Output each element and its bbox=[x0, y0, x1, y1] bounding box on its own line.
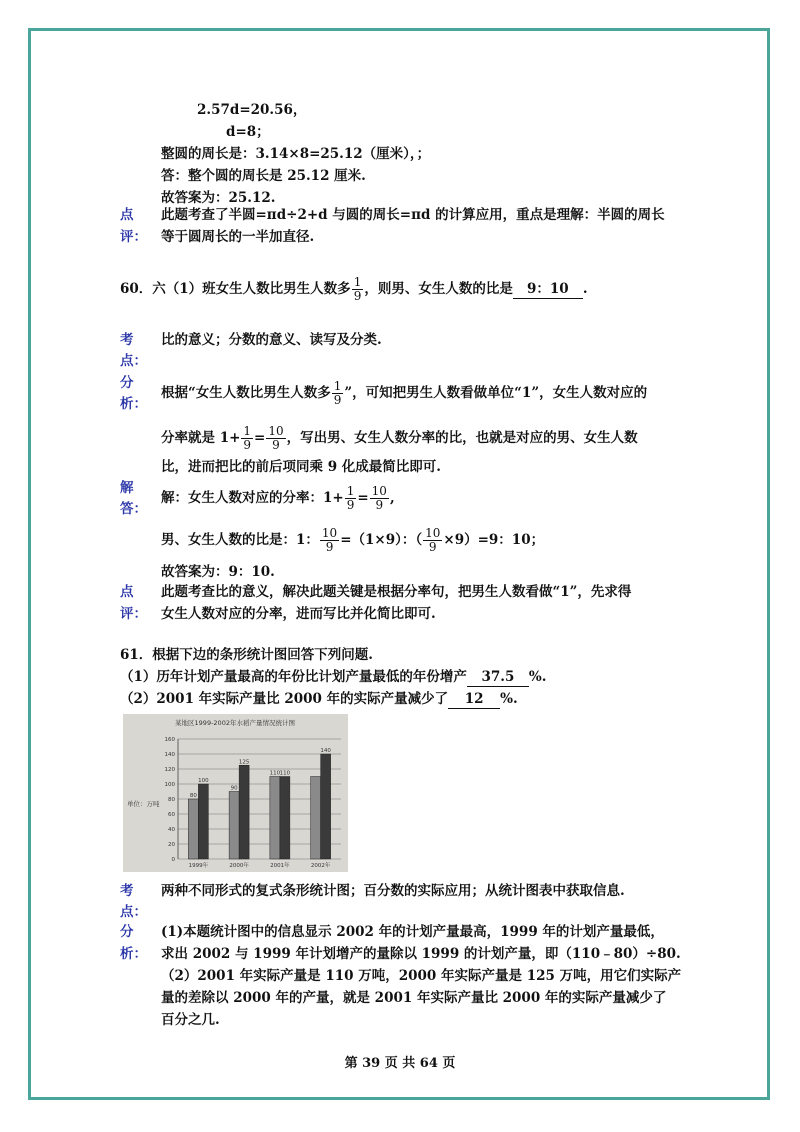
page-number: 第 39 页 共 64 页 bbox=[344, 1056, 456, 1071]
x-tick-label: 2001年 bbox=[270, 863, 290, 869]
final-answer-line: 故答案为：25.12. bbox=[161, 190, 276, 206]
y-tick-label: 80 bbox=[168, 797, 175, 803]
kaodian-label-61-bottom: 点： bbox=[120, 904, 147, 920]
y-tick-label: 0 bbox=[171, 857, 175, 863]
fenxi-61-line-5: 百分之几. bbox=[161, 1012, 220, 1028]
kaodian-text-61: 两种不同形式的复式条形统计图；百分数的实际应用；从统计图表中获取信息. bbox=[161, 883, 625, 899]
y-tick-label: 100 bbox=[164, 782, 175, 788]
bar bbox=[239, 765, 249, 859]
fenxi-61-line-1: (1)本题统计图中的信息显示 2002 年的计划产量最高，1999 年的计划产量最低， bbox=[161, 924, 664, 940]
kaodian-label-61: 考 bbox=[120, 883, 134, 899]
calc-line-3: 整圆的周长是：3.14×8=25.12（厘米），； bbox=[161, 146, 431, 162]
data-label: 110 bbox=[269, 770, 281, 777]
bar bbox=[229, 792, 239, 860]
x-tick-label: 2000年 bbox=[229, 863, 249, 869]
jieda-label-top: 解 bbox=[120, 480, 134, 496]
fenxi-line-2: 分率就是 1+ $\frac{1}{9}$ = $\frac{10}{9}$ ，写出男、女生人数分率的比，也就是对应的男、女生人数 bbox=[161, 424, 638, 452]
y-tick-label: 60 bbox=[168, 812, 175, 818]
dianping-label-bottom-60: 评： bbox=[120, 606, 147, 622]
x-tick-label: 1999年 bbox=[188, 863, 209, 869]
y-tick-label: 40 bbox=[168, 827, 175, 833]
bar-chart bbox=[123, 714, 348, 872]
bar bbox=[280, 777, 290, 860]
jieda-line-3: 故答案为：9：10. bbox=[161, 564, 275, 580]
bar bbox=[321, 754, 331, 859]
y-tick-label: 140 bbox=[164, 752, 175, 758]
y-tick-label: 160 bbox=[164, 737, 175, 743]
calc-line-2: d=8； bbox=[226, 124, 270, 140]
kaodian-label-bottom: 点： bbox=[120, 353, 147, 369]
data-label: 140 bbox=[320, 748, 331, 754]
fenxi-label-61-top: 分 bbox=[120, 924, 134, 940]
dianping-text-2: 等于圆周长的一半加直径. bbox=[161, 229, 315, 245]
y-tick-label: 120 bbox=[164, 767, 175, 773]
answer-blank: 9：10 bbox=[513, 280, 583, 299]
answer-blank: 37.5 bbox=[467, 668, 529, 687]
dianping-label-top-60: 点 bbox=[120, 584, 134, 600]
jieda-line-2: 男、女生人数的比是：1： $\frac{10}{9}$ =（1×9）：（ $\frac{10}{9}$ ×9）=9：10； bbox=[161, 526, 545, 554]
chart-ylabel: 单位：万吨 bbox=[127, 800, 160, 808]
question-61-part-1: （1）历年计划产量最高的年份比计划产量最低的年份增产 37.5 %. bbox=[120, 669, 547, 685]
bar bbox=[311, 777, 321, 860]
bar bbox=[270, 777, 280, 860]
dianping-label-bottom: 评： bbox=[120, 229, 147, 245]
answer-blank: 12 bbox=[448, 690, 500, 709]
dianping-text-60-1: 此题考查比的意义，解决此题关键是根据分率句，把男生人数看做“1”，先求得 bbox=[161, 584, 632, 600]
data-label: 100 bbox=[198, 778, 209, 784]
data-label: 125 bbox=[238, 759, 250, 766]
x-tick-label: 2002年 bbox=[310, 863, 331, 869]
fenxi-label-bottom: 析： bbox=[120, 396, 147, 412]
bar bbox=[198, 784, 208, 859]
dianping-text-60-2: 女生人数对应的分率，进而写比并化简比即可. bbox=[161, 606, 436, 622]
question-60: 60．六（1）班女生人数比男生人数多 $\frac{1}{9}$ ，则男、女生人数的比是 9：10 . bbox=[120, 275, 588, 303]
fenxi-61-line-3: （2）2001 年实际产量是 110 万吨，2000 年实际产量是 125 万吨，用它们实际产 bbox=[161, 968, 682, 984]
jieda-label-bottom: 答： bbox=[120, 501, 147, 517]
dianping-label-top: 点 bbox=[120, 207, 134, 223]
chart-title: 某地区1999-2002年水稻产量情况统计图 bbox=[175, 719, 295, 727]
question-61-part-2: （2）2001 年实际产量比 2000 年的实际产量减少了 12 %. bbox=[120, 691, 518, 707]
fenxi-61-line-2: 求出 2002 与 1999 年计划增产的量除以 1999 的计划产量，即（110﹣80）÷80. bbox=[161, 946, 681, 962]
fenxi-label-top: 分 bbox=[120, 375, 134, 391]
kaodian-text: 比的意义；分数的意义、读写及分类. bbox=[161, 332, 382, 348]
kaodian-label-top: 考 bbox=[120, 332, 134, 348]
bar bbox=[188, 799, 198, 859]
bar-chart-image bbox=[123, 714, 348, 872]
fenxi-label-61-bottom: 析： bbox=[120, 946, 147, 962]
answer-line: 答：整个圆的周长是 25.12 厘米. bbox=[161, 168, 366, 184]
data-label: 80 bbox=[189, 793, 197, 799]
data-label: 110 bbox=[279, 770, 291, 777]
question-61-title: 61．根据下边的条形统计图回答下列问题. bbox=[120, 647, 373, 663]
data-label: 90 bbox=[230, 785, 238, 792]
jieda-line-1: 解：女生人数对应的分率：1+ $\frac{1}{9}$ = $\frac{10}{9}$ , bbox=[161, 484, 395, 512]
fenxi-61-line-4: 量的差除以 2000 年的产量，就是 2001 年实际产量比 2000 年的实际产量减少了 bbox=[161, 990, 667, 1006]
fraction-1-9: $\frac{1}{9}$ bbox=[353, 275, 362, 303]
fenxi-line-1: 根据“女生人数比男生人数多 $\frac{1}{9}$ ”，可知把男生人数看做单位“1”，女生人数对应的 bbox=[161, 379, 648, 407]
calc-line-1: 2.57d=20.56， bbox=[197, 102, 307, 118]
y-tick-label: 20 bbox=[168, 842, 175, 848]
fenxi-line-3: 比，进而把比的前后项同乘 9 化成最简比即可. bbox=[161, 459, 441, 475]
dianping-text-1: 此题考查了半圆=πd÷2+d 与圆的周长=πd 的计算应用，重点是理解：半圆的周长 bbox=[161, 207, 665, 223]
